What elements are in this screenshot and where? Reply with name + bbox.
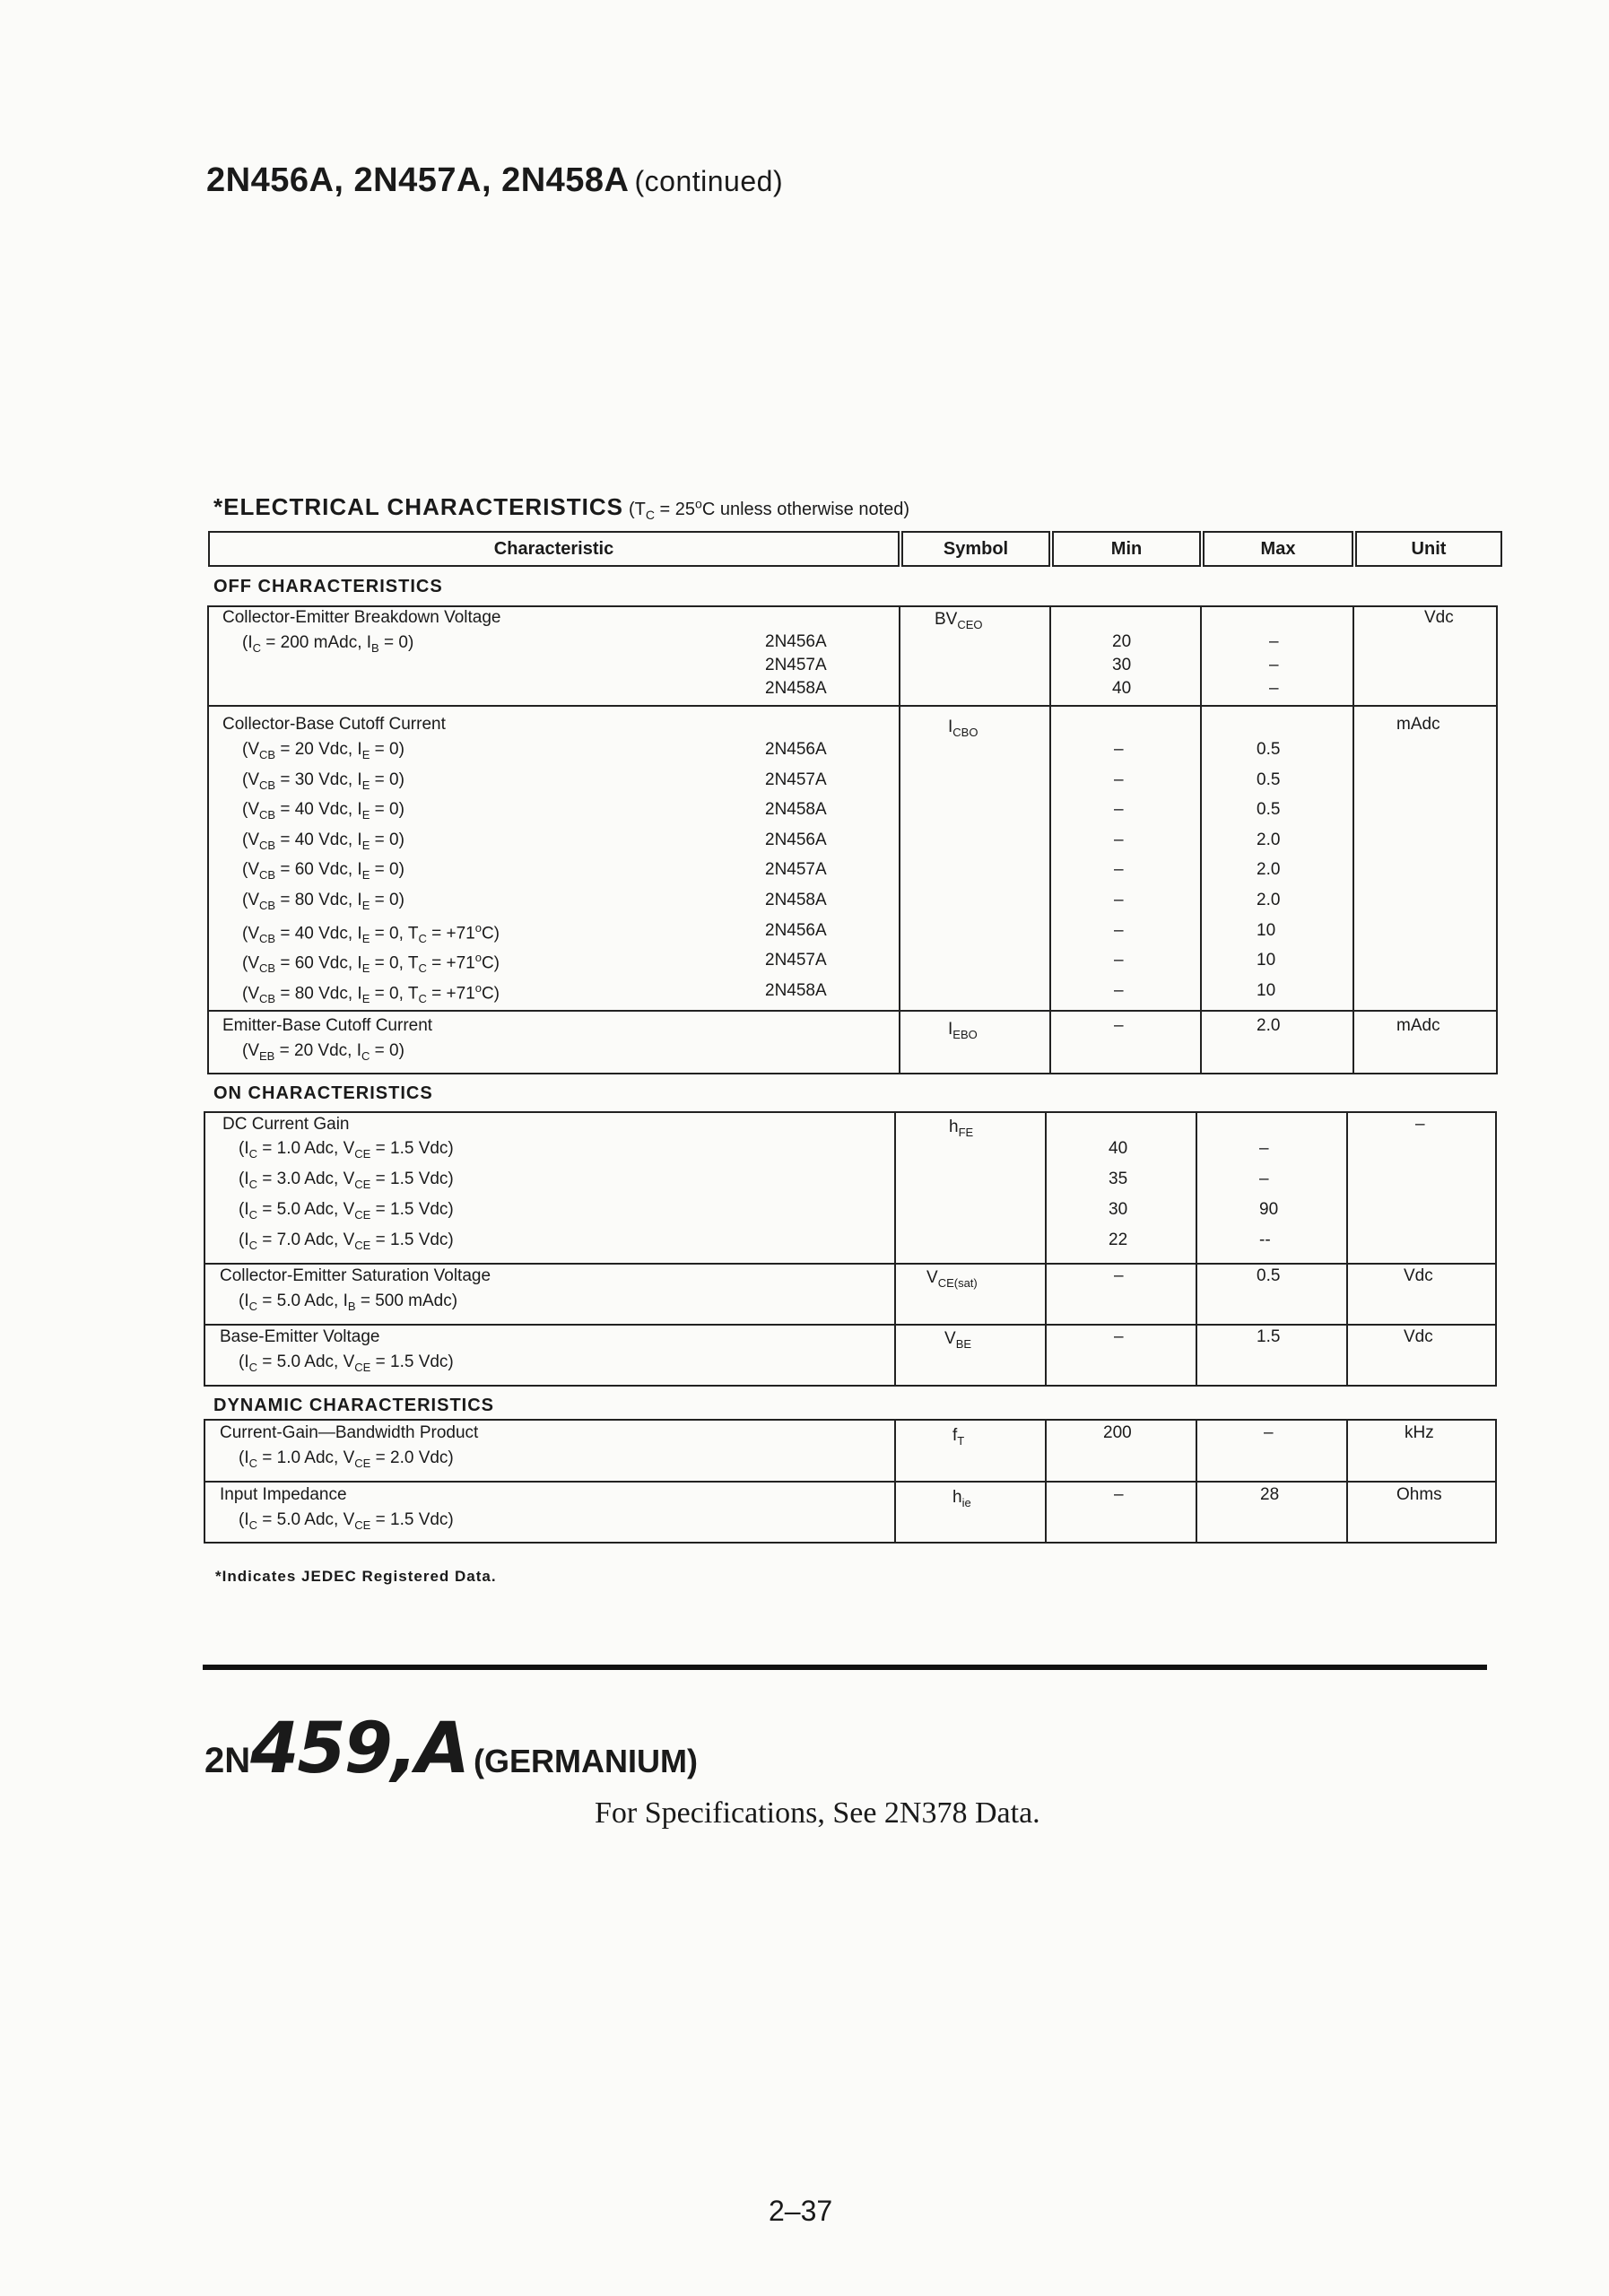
hie-unit: Ohms [1396,1485,1442,1504]
part-2n459-title [204,1709,698,1789]
icbo-min: – [1114,800,1124,820]
header-part-numbers: 2N456A, 2N457A, 2N458A [206,161,630,199]
hfe-min: 30 [1109,1200,1128,1219]
part2-number: 459,A [250,1709,468,1789]
hfe-max: – [1259,1139,1269,1158]
icbo-max: 0.5 [1257,800,1281,820]
vcesat-name: Collector-Emitter Saturation Voltage [220,1266,491,1285]
icbo-symbol: $I_{CBO}$ [948,718,978,739]
bvceo-device: 2N456A [765,632,827,651]
vbe-unit: Vdc [1404,1327,1433,1346]
icbo-condition: ($V_{CB} = 80$ Vdc, $I_E = 0$, $T_C = +71^oC$) [242,980,500,1005]
col-header-characteristic: Characteristic [208,531,900,567]
icbo-device: 2N458A [765,891,827,909]
vbe-min: – [1114,1327,1124,1346]
icbo-device: 2N458A [765,980,827,1000]
bvceo-name: Collector-Emitter Breakdown Voltage [222,608,501,627]
icbo-min: – [1114,891,1124,909]
hfe-condition: ($I_C = 3.0$ Adc, $V_{CE} = 1.5$ Vdc) [239,1170,454,1191]
icbo-max: 0.5 [1257,740,1281,759]
bvceo-max: – [1269,679,1279,698]
icbo-min: – [1114,740,1124,759]
vcesat-unit: Vdc [1404,1266,1433,1285]
icbo-max: 10 [1257,951,1276,970]
icbo-max: 10 [1257,980,1276,1000]
hfe-max: -- [1259,1231,1271,1249]
vcesat-symbol: $V_{CE(sat)}$ [926,1268,978,1290]
icbo-device: 2N457A [765,951,827,970]
hie-name: Input Impedance [220,1485,347,1504]
icbo-device: 2N456A [765,740,827,759]
iebo-symbol: $I_{EBO}$ [948,1020,978,1041]
icbo-name: Collector-Base Cutoff Current [222,715,446,734]
bvceo-unit: Vdc [1424,608,1454,627]
icbo-condition: ($V_{CB} = 30$ Vdc, $I_E = 0$) [242,770,404,792]
col-header-unit: Unit [1355,531,1502,567]
icbo-device: 2N457A [765,860,827,880]
vbe-symbol: $V_{BE}$ [944,1329,972,1351]
icbo-min: – [1114,830,1124,849]
ft-name: Current-Gain—Bandwidth Product [220,1423,479,1442]
vbe-name: Base-Emitter Voltage [220,1327,380,1346]
hie-min: – [1114,1485,1124,1504]
hfe-min: 35 [1109,1170,1128,1188]
ec-title-text: *ELECTRICAL CHARACTERISTICS [213,493,623,520]
icbo-condition: ($V_{CB} = 40$ Vdc, $I_E = 0$) [242,830,404,852]
ft-max: – [1264,1423,1274,1442]
hie-symbol: $h_{ie}$ [952,1488,971,1509]
header-continued: (continued) [634,165,784,197]
icbo-device: 2N457A [765,770,827,789]
icbo-unit: mAdc [1396,715,1440,734]
part2-prefix: 2N [204,1741,251,1780]
icbo-min: – [1114,980,1124,1000]
vbe-max: 1.5 [1257,1327,1281,1346]
ec-title-condition: ($T_C = 25^oC$ unless otherwise noted) [628,496,910,522]
iebo-min: – [1114,1016,1124,1035]
iebo-name: Emitter-Base Cutoff Current [222,1016,433,1035]
part2-material: (GERMANIUM) [473,1743,698,1779]
hfe-max: 90 [1259,1200,1279,1219]
icbo-condition: ($V_{CB} = 60$ Vdc, $I_E = 0$) [242,860,404,883]
page-number: 2–37 [769,2195,833,2227]
icbo-device: 2N456A [765,920,827,940]
icbo-condition: ($V_{CB} = 40$ Vdc, $I_E = 0$) [242,800,404,822]
hfe-condition: ($I_C = 7.0$ Adc, $V_{CE} = 1.5$ Vdc) [239,1231,454,1252]
ft-unit: kHz [1405,1423,1434,1442]
hfe-unit: – [1415,1115,1425,1134]
bvceo-condition: ($I_C = 200$ mAdc, $I_B = 0$) [242,633,414,655]
vcesat-min: – [1114,1266,1124,1285]
iebo-condition: ($V_{EB} = 20$ Vdc, $I_C = 0$) [242,1041,404,1063]
bvceo-device: 2N458A [765,679,827,698]
bvceo-min: 30 [1112,656,1132,674]
section-on-characteristics: ON CHARACTERISTICS [213,1083,433,1103]
icbo-max: 2.0 [1257,860,1281,880]
hfe-condition: ($I_C = 1.0$ Adc, $V_{CE} = 1.5$ Vdc) [239,1139,454,1161]
bvceo-max: – [1269,632,1279,651]
iebo-unit: mAdc [1396,1016,1440,1035]
bvceo-min: 40 [1112,679,1132,698]
hfe-name: DC Current Gain [222,1115,350,1134]
icbo-device: 2N458A [765,800,827,820]
ft-condition: ($I_C = 1.0$ Adc, $V_{CE} = 2.0$ Vdc) [239,1448,454,1470]
hfe-min: 22 [1109,1231,1128,1249]
section-dynamic-characteristics: DYNAMIC CHARACTERISTICS [213,1396,494,1415]
section-off-characteristics: OFF CHARACTERISTICS [213,577,443,596]
hfe-symbol: $h_{FE}$ [949,1118,974,1139]
hie-condition: ($I_C = 5.0$ Adc, $V_{CE} = 1.5$ Vdc) [239,1510,454,1532]
icbo-max: 2.0 [1257,891,1281,909]
icbo-min: – [1114,770,1124,789]
icbo-condition: ($V_{CB} = 20$ Vdc, $I_E = 0$) [242,740,404,761]
icbo-max: 10 [1257,920,1276,940]
vbe-condition: ($I_C = 5.0$ Adc, $V_{CE} = 1.5$ Vdc) [239,1352,454,1374]
part2-spec-reference: For Specifications, See 2N378 Data. [595,1796,1040,1830]
col-header-max: Max [1203,531,1353,567]
col-header-min: Min [1052,531,1201,567]
icbo-min: – [1114,920,1124,940]
icbo-max: 2.0 [1257,830,1281,849]
bvceo-min: 20 [1112,632,1132,651]
col-header-symbol: Symbol [901,531,1050,567]
icbo-condition: ($V_{CB} = 60$ Vdc, $I_E = 0$, $T_C = +71^oC$) [242,951,500,976]
icbo-min: – [1114,860,1124,880]
hfe-min: 40 [1109,1139,1128,1158]
iebo-max: 2.0 [1257,1016,1281,1035]
hfe-condition: ($I_C = 5.0$ Adc, $V_{CE} = 1.5$ Vdc) [239,1200,454,1222]
icbo-condition: ($V_{CB} = 80$ Vdc, $I_E = 0$) [242,891,404,912]
bvceo-device: 2N457A [765,656,827,674]
vcesat-max: 0.5 [1257,1266,1281,1285]
icbo-condition: ($V_{CB} = 40$ Vdc, $I_E = 0$, $T_C = +71^oC$) [242,920,500,945]
jedec-footnote: *Indicates JEDEC Registered Data. [215,1568,497,1585]
hie-max: 28 [1260,1485,1280,1504]
bvceo-symbol: $BV_{CEO}$ [935,610,983,631]
icbo-max: 0.5 [1257,770,1281,789]
icbo-min: – [1114,951,1124,970]
ft-symbol: $f_T$ [952,1426,965,1448]
section-divider [203,1665,1487,1670]
icbo-device: 2N456A [765,830,827,849]
ft-min: 200 [1103,1423,1132,1442]
hfe-max: – [1259,1170,1269,1188]
bvceo-max: – [1269,656,1279,674]
vcesat-condition: ($I_C = 5.0$ Adc, $I_B = 500$ mAdc) [239,1292,458,1313]
